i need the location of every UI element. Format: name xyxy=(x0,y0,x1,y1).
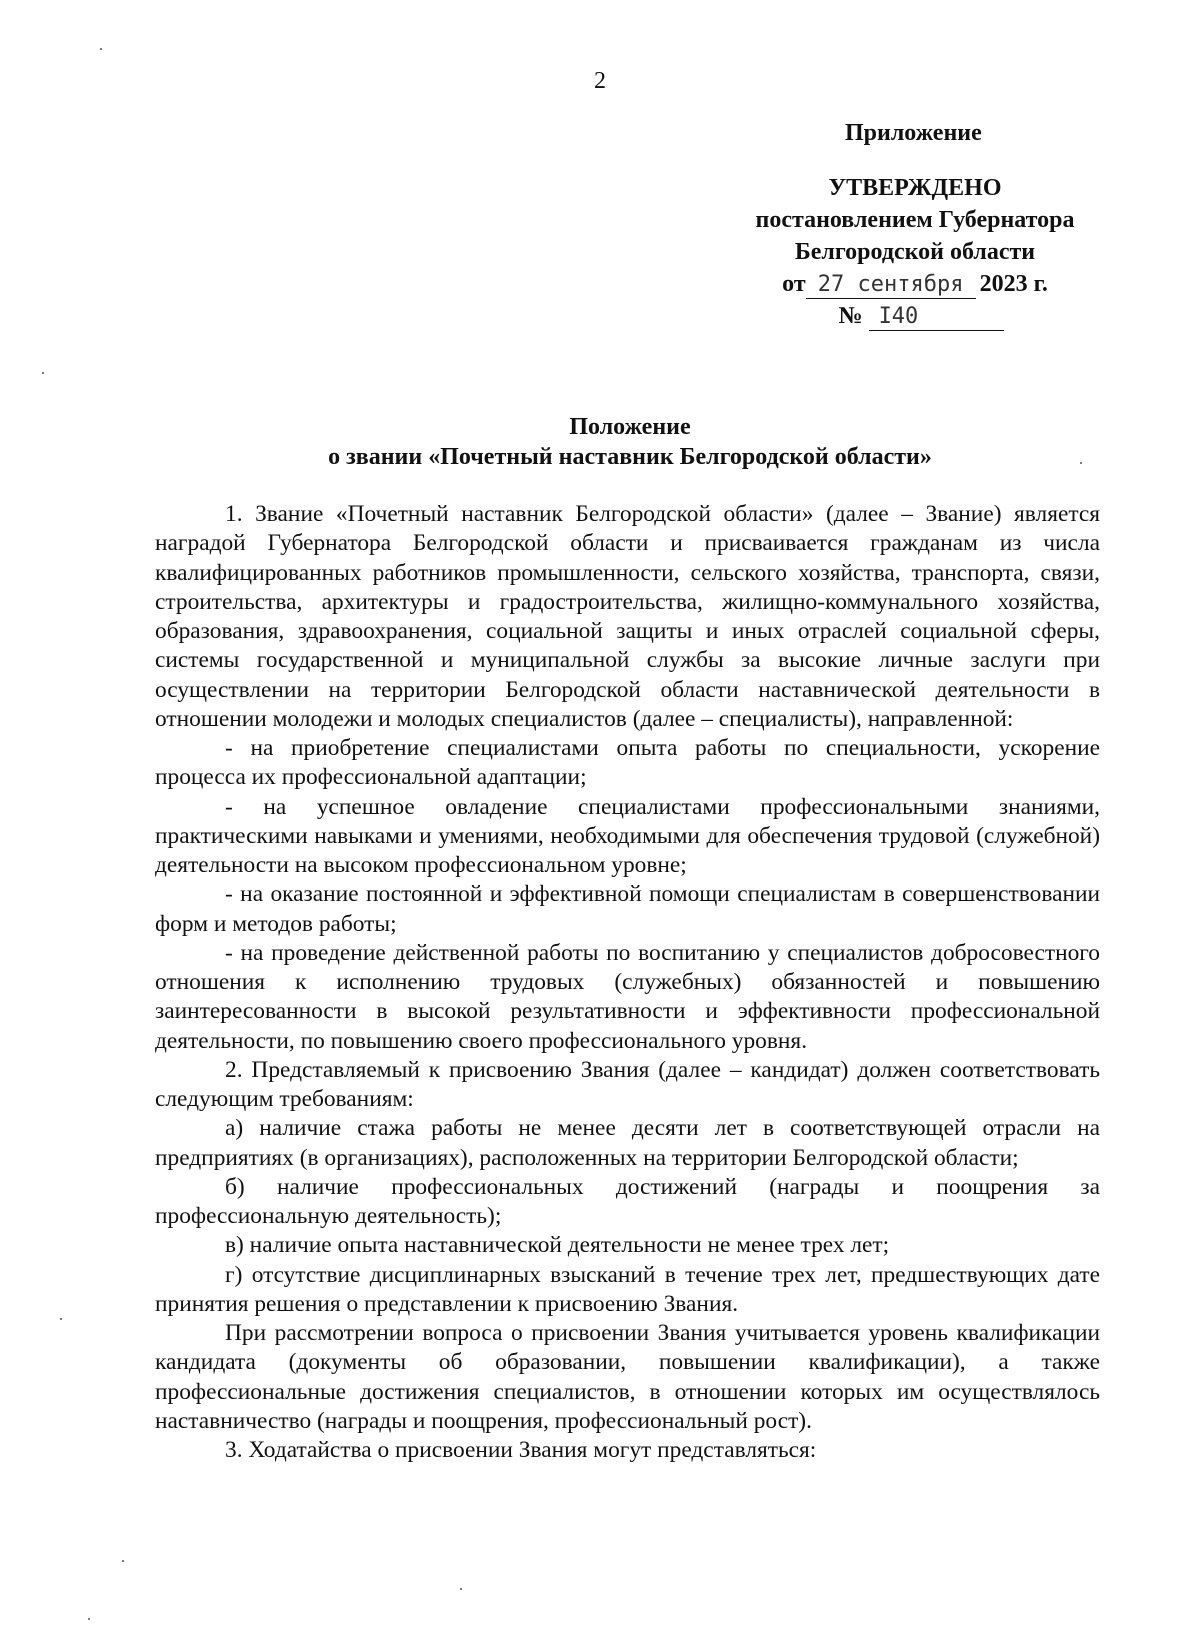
approval-date-row xyxy=(730,268,1100,300)
date-value: 27 сентября xyxy=(806,272,976,299)
approved-label: УТВЕРЖДЕНО xyxy=(828,175,1002,201)
paragraph: - на проведение действенной работы по воспитанию у специалистов добросовестного отношения к исполнению трудовых (служебных) обязанностей и повышению заинтересованности в высокой результативности и эффективности профессиональной деятельности, по повышению своего профессионального уровня. xyxy=(155,939,1100,1054)
appendix-label: Приложение xyxy=(845,120,982,146)
paragraph: 1. Звание «Почетный наставник Белгородской области» (далее – Звание) является наградой Губернатора Белгородской области и присваивается гражданам из числа квалифицированных работников промышленности, сельского хозяйства, транспорта, связи, строительства, архитектуры и градостроительства, жилищно-коммунального хозяйства, образования, здравоохранения, социальной защиты и иных отраслей социальной сферы, системы государственной и муниципальной службы за высокие личные заслуги при осуществлении на территории Белгородской области наставнической деятельности в отношении молодежи и молодых специалистов (далее – специалисты), направленной: xyxy=(155,501,1100,732)
date-prefix: от xyxy=(782,271,806,297)
paragraph: б) наличие профессиональных достижений (награды и поощрения за профессиональную деятельность); xyxy=(155,1173,1100,1229)
paragraph: 2. Представляемый к присвоению Звания (далее – кандидат) должен соответствовать следующим требованиям: xyxy=(155,1056,1100,1112)
scan-speck xyxy=(122,1560,124,1562)
approved-by-line-2: Белгородской области xyxy=(794,239,1036,265)
number-prefix: № xyxy=(838,303,863,329)
document-title xyxy=(0,412,1200,472)
paragraph: а) наличие стажа работы не менее десяти лет в соответствующей отрасли на предприятиях (в организациях), расположенных на территории Белгородской области; xyxy=(155,1115,1100,1171)
approval-block xyxy=(730,172,1100,332)
number-value: I40 xyxy=(869,304,1004,331)
paragraph: - на приобретение специалистами опыта работы по специальности, ускорение процесса их профессиональной адаптации; xyxy=(155,735,1100,791)
paragraph: - на успешное овладение специалистами профессиональными знаниями, практическими навыками и умениями, необходимыми для обеспечения трудовой (служебной) деятельности на высоком профессиональном уровне; xyxy=(155,793,1100,878)
title-line-1: Положение xyxy=(569,414,691,440)
page-number: 2 xyxy=(594,68,606,94)
scan-speck xyxy=(88,1618,90,1620)
paragraph: в) наличие опыта наставнической деятельности не менее трех лет; xyxy=(225,1232,890,1259)
paragraph: При рассмотрении вопроса о присвоении Звания учитывается уровень квалификации кандидата (документы об образовании, повышении квалификации), а также профессиональные достижения специалистов, в отношении которых им осуществлялось наставничество (награды и поощрения, профессиональный рост). xyxy=(155,1320,1100,1434)
scan-speck xyxy=(100,48,102,50)
approval-number-row xyxy=(730,300,1100,332)
title-line-2: о звании «Почетный наставник Белгородской области» xyxy=(328,444,932,470)
paragraph: г) отсутствие дисциплинарных взысканий в течение трех лет, предшествующих дате принятия решения о представлении к присвоению Звания. xyxy=(155,1261,1100,1317)
scan-speck xyxy=(1080,462,1082,464)
scan-speck xyxy=(60,1318,62,1320)
scan-speck xyxy=(460,1588,462,1590)
approved-by-line-1: постановлением Губернатора xyxy=(755,207,1075,233)
paragraph: - на оказание постоянной и эффективной помощи специалистам в совершенствовании форм и методов работы; xyxy=(155,881,1100,937)
document-body xyxy=(155,500,1100,1465)
date-year: 2023 г. xyxy=(979,271,1048,297)
paragraph: 3. Ходатайства о присвоении Звания могут представляться: xyxy=(225,1437,817,1463)
scan-speck xyxy=(42,372,44,374)
